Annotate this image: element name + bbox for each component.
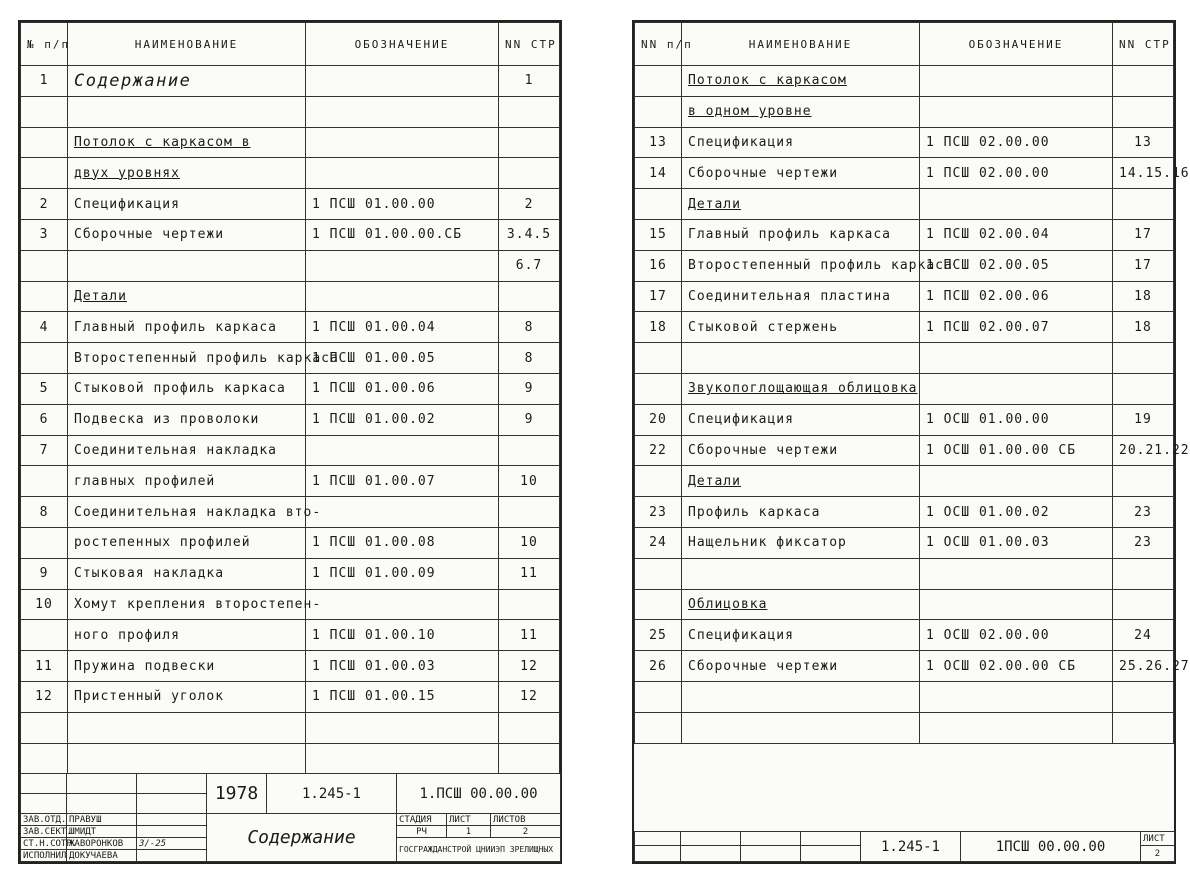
row-name: в одном уровне — [682, 96, 920, 127]
row-page: 9 — [499, 404, 560, 435]
row-designation — [920, 373, 1113, 404]
row-name: Спецификация — [68, 189, 306, 220]
table-row — [21, 589, 560, 620]
stamp-person: ДОКУЧАЕВА — [67, 850, 137, 862]
left-table-body — [21, 66, 560, 774]
row-designation — [306, 281, 499, 312]
row-page — [499, 743, 560, 774]
row-designation — [920, 589, 1113, 620]
table-row — [21, 466, 560, 497]
row-name: главных профилей — [68, 466, 306, 497]
row-number: 10 — [21, 589, 68, 620]
row-number — [635, 712, 682, 743]
row-number — [635, 589, 682, 620]
row-designation — [306, 96, 499, 127]
header-designation: ОБОЗНАЧЕНИЕ — [306, 23, 499, 66]
table-row — [635, 66, 1174, 97]
row-name: Сборочные чертежи — [68, 219, 306, 250]
stamp-institute: ГОСГРАЖДАНСТРОЙ ЦНИИЭП ЗРЕЛИЩНЫХ — [397, 838, 561, 862]
row-page: 11 — [499, 620, 560, 651]
row-page — [1113, 558, 1174, 589]
left-title-block — [20, 773, 560, 862]
row-number: 15 — [635, 219, 682, 250]
row-page: 9 — [499, 373, 560, 404]
row-designation — [306, 66, 499, 97]
table-row — [21, 712, 560, 743]
row-number — [21, 250, 68, 281]
stamp-code: 1ПСШ 00.00.00 — [961, 832, 1141, 862]
row-page: 20.21.22 — [1113, 435, 1174, 466]
row-number: 3 — [21, 219, 68, 250]
row-number — [635, 96, 682, 127]
row-number: 13 — [635, 127, 682, 158]
right-stamp — [634, 831, 1175, 862]
row-designation — [306, 712, 499, 743]
header-num: № п/п — [21, 23, 68, 66]
row-page — [1113, 466, 1174, 497]
row-designation — [306, 250, 499, 281]
row-name: Главный профиль каркаса — [68, 312, 306, 343]
row-name — [682, 681, 920, 712]
row-designation: 1 ПСШ 02.00.00 — [920, 158, 1113, 189]
row-name: Сборочные чертежи — [682, 158, 920, 189]
row-name: Нащельник фиксатор — [682, 527, 920, 558]
stamp-year: 1978 — [207, 774, 267, 814]
table-row — [21, 373, 560, 404]
right-title-block — [634, 831, 1174, 862]
row-page — [1113, 66, 1174, 97]
stamp-person: ПРАВУШ — [67, 814, 137, 826]
stamp-sheet-label: ЛИСТ — [447, 814, 491, 826]
row-designation: 1 ПСШ 02.00.06 — [920, 281, 1113, 312]
row-name: Потолок с каркасом — [682, 66, 920, 97]
row-name: ного профиля — [68, 620, 306, 651]
row-name: Сборочные чертежи — [682, 651, 920, 682]
stamp-stage: РЧ — [397, 826, 447, 838]
left-stamp — [20, 773, 561, 862]
row-page: 18 — [1113, 312, 1174, 343]
row-page: 11 — [499, 558, 560, 589]
table-row — [635, 435, 1174, 466]
row-number: 4 — [21, 312, 68, 343]
table-row — [635, 558, 1174, 589]
row-designation: 1 ПСШ 02.00.05 — [920, 250, 1113, 281]
row-designation: 1 ОСШ 01.00.00 СБ — [920, 435, 1113, 466]
row-designation: 1 ПСШ 01.00.10 — [306, 620, 499, 651]
table-row — [635, 312, 1174, 343]
row-designation: 1 ПСШ 01.00.04 — [306, 312, 499, 343]
row-designation: 1 ПСШ 01.00.09 — [306, 558, 499, 589]
table-row — [635, 651, 1174, 682]
row-number — [635, 558, 682, 589]
row-number — [21, 281, 68, 312]
row-number — [21, 527, 68, 558]
row-name: Хомут крепления второстепен- — [68, 589, 306, 620]
row-page: 10 — [499, 527, 560, 558]
row-page: 23 — [1113, 527, 1174, 558]
stamp-code: 1.ПСШ 00.00.00 — [397, 774, 561, 814]
row-name: Стыковой стержень — [682, 312, 920, 343]
stamp-sheet: 1 — [447, 826, 491, 838]
row-name: Содержание — [68, 66, 306, 97]
row-page — [1113, 681, 1174, 712]
row-number: 18 — [635, 312, 682, 343]
table-row — [635, 712, 1174, 743]
row-number — [21, 343, 68, 374]
row-page: 17 — [1113, 250, 1174, 281]
row-designation: 1 ПСШ 01.00.00 — [306, 189, 499, 220]
row-page — [1113, 189, 1174, 220]
row-number: 20 — [635, 404, 682, 435]
row-name: Соединительная накладка — [68, 435, 306, 466]
row-page: 25.26.27 — [1113, 651, 1174, 682]
row-designation: 1 ПСШ 01.00.00.СБ — [306, 219, 499, 250]
row-name: Соединительная пластина — [682, 281, 920, 312]
row-designation: 1 ПСШ 02.00.07 — [920, 312, 1113, 343]
row-designation: 1 ОСШ 01.00.00 — [920, 404, 1113, 435]
row-designation: 1 ПСШ 01.00.03 — [306, 651, 499, 682]
stamp-sheet-name: Содержание — [207, 814, 397, 862]
table-row — [21, 96, 560, 127]
header-page: NN СТР — [499, 23, 560, 66]
table-row — [21, 558, 560, 589]
row-number: 17 — [635, 281, 682, 312]
table-row — [635, 189, 1174, 220]
row-number: 9 — [21, 558, 68, 589]
row-designation: 1 ПСШ 01.00.15 — [306, 681, 499, 712]
row-designation: 1 ПСШ 01.00.02 — [306, 404, 499, 435]
row-name: Спецификация — [682, 127, 920, 158]
row-name: Пристенный уголок — [68, 681, 306, 712]
row-designation: 1 ОСШ 01.00.02 — [920, 497, 1113, 528]
row-page — [499, 127, 560, 158]
row-page — [499, 589, 560, 620]
row-name: Детали — [682, 466, 920, 497]
stamp-series: 1.245-1 — [267, 774, 397, 814]
row-page: 13 — [1113, 127, 1174, 158]
row-page — [499, 158, 560, 189]
table-row — [21, 66, 560, 97]
row-page — [1113, 96, 1174, 127]
row-designation — [306, 589, 499, 620]
row-page — [1113, 343, 1174, 374]
row-designation — [306, 127, 499, 158]
row-name — [682, 343, 920, 374]
row-designation: 1 ПСШ 01.00.07 — [306, 466, 499, 497]
row-designation — [920, 681, 1113, 712]
right-header-row — [635, 23, 1174, 66]
stamp-role: СТ.Н.СОТР. — [21, 838, 67, 850]
row-page: 24 — [1113, 620, 1174, 651]
table-row — [635, 404, 1174, 435]
row-name: ростепенных профилей — [68, 527, 306, 558]
row-number: 12 — [21, 681, 68, 712]
stamp-role: ЗАВ.СЕКТ. — [21, 826, 67, 838]
table-row — [635, 527, 1174, 558]
row-page: 18 — [1113, 281, 1174, 312]
row-page: 8 — [499, 312, 560, 343]
row-number — [635, 66, 682, 97]
row-name: Профиль каркаса — [682, 497, 920, 528]
stamp-sheets: 2 — [491, 826, 561, 838]
row-name: Сборочные чертежи — [682, 435, 920, 466]
row-number — [21, 158, 68, 189]
table-row — [21, 281, 560, 312]
stamp-stage-label: СТАДИЯ — [397, 814, 447, 826]
row-name: Спецификация — [682, 620, 920, 651]
row-designation: 1 ПСШ 01.00.05 — [306, 343, 499, 374]
table-row — [21, 743, 560, 774]
row-number — [21, 743, 68, 774]
table-row — [21, 651, 560, 682]
left-sheet — [18, 20, 562, 864]
right-contents-table — [634, 22, 1190, 744]
row-number: 14 — [635, 158, 682, 189]
table-row — [21, 219, 560, 250]
row-name: Потолок с каркасом в — [68, 127, 306, 158]
row-number: 6 — [21, 404, 68, 435]
table-row — [635, 281, 1174, 312]
row-name: Звукопоглощающая облицовка — [682, 373, 920, 404]
row-page: 19 — [1113, 404, 1174, 435]
table-row — [635, 219, 1174, 250]
row-number — [21, 712, 68, 743]
stamp-series: 1.245-1 — [861, 832, 961, 862]
table-row — [635, 466, 1174, 497]
stamp-sheets-label: ЛИСТОВ — [491, 814, 561, 826]
stamp-sheet: 2 — [1141, 846, 1175, 862]
row-page: 12 — [499, 681, 560, 712]
row-name: Детали — [68, 281, 306, 312]
row-name: Стыковой профиль каркаса — [68, 373, 306, 404]
row-page: 8 — [499, 343, 560, 374]
table-row — [21, 250, 560, 281]
row-page — [499, 96, 560, 127]
row-name — [68, 96, 306, 127]
table-row — [21, 312, 560, 343]
row-number — [635, 466, 682, 497]
table-row — [21, 497, 560, 528]
row-page — [1113, 589, 1174, 620]
row-number — [635, 343, 682, 374]
row-name: Спецификация — [682, 404, 920, 435]
row-number — [635, 189, 682, 220]
table-row — [21, 189, 560, 220]
row-page: 17 — [1113, 219, 1174, 250]
table-row — [21, 404, 560, 435]
row-designation — [306, 158, 499, 189]
row-page: 1 — [499, 66, 560, 97]
stamp-role: ИСПОЛНИЛ — [21, 850, 67, 862]
row-name: Облицовка — [682, 589, 920, 620]
stamp-sheet-label: ЛИСТ — [1141, 832, 1175, 846]
row-page: 23 — [1113, 497, 1174, 528]
row-number: 7 — [21, 435, 68, 466]
table-row — [635, 373, 1174, 404]
row-designation — [306, 497, 499, 528]
row-page: 10 — [499, 466, 560, 497]
row-name: Второстепенный профиль каркаса — [682, 250, 920, 281]
row-number — [21, 620, 68, 651]
row-designation — [920, 466, 1113, 497]
header-page: NN СТР — [1113, 23, 1174, 66]
row-number: 5 — [21, 373, 68, 404]
row-name: двух уровнях — [68, 158, 306, 189]
stamp-person: ШМИДТ — [67, 826, 137, 838]
row-designation — [920, 558, 1113, 589]
right-sheet — [632, 20, 1190, 864]
row-number: 22 — [635, 435, 682, 466]
row-page: 14.15.16 — [1113, 158, 1174, 189]
table-row — [21, 527, 560, 558]
row-designation: 1 ОСШ 02.00.00 — [920, 620, 1113, 651]
table-row — [635, 158, 1174, 189]
row-designation — [306, 743, 499, 774]
row-number: 16 — [635, 250, 682, 281]
row-name — [68, 712, 306, 743]
table-row — [21, 343, 560, 374]
table-row — [635, 343, 1174, 374]
row-page: 12 — [499, 651, 560, 682]
row-number: 11 — [21, 651, 68, 682]
table-row — [635, 96, 1174, 127]
row-number: 25 — [635, 620, 682, 651]
row-number: 23 — [635, 497, 682, 528]
row-number: 2 — [21, 189, 68, 220]
table-row — [21, 681, 560, 712]
row-page: 2 — [499, 189, 560, 220]
row-name: Стыковая накладка — [68, 558, 306, 589]
header-designation: ОБОЗНАЧЕНИЕ — [920, 23, 1113, 66]
row-name — [682, 558, 920, 589]
left-contents-table — [20, 22, 560, 774]
row-page — [499, 435, 560, 466]
header-name: НАИМЕНОВАНИЕ — [68, 23, 306, 66]
row-designation — [920, 96, 1113, 127]
row-designation — [920, 343, 1113, 374]
table-row — [21, 158, 560, 189]
header-num: NN п/п — [635, 23, 682, 66]
row-designation: 1 ПСШ 01.00.06 — [306, 373, 499, 404]
row-designation — [920, 189, 1113, 220]
row-name: Детали — [682, 189, 920, 220]
row-number — [21, 466, 68, 497]
table-row — [635, 127, 1174, 158]
row-designation: 1 ПСШ 02.00.04 — [920, 219, 1113, 250]
stamp-signature: 3/-25 — [137, 838, 207, 850]
row-name: Пружина подвески — [68, 651, 306, 682]
table-row — [635, 681, 1174, 712]
row-name: Второстепенный профиль каркаса — [68, 343, 306, 374]
row-designation: 1 ПСШ 01.00.08 — [306, 527, 499, 558]
row-name: Главный профиль каркаса — [682, 219, 920, 250]
row-number — [21, 96, 68, 127]
row-name — [68, 743, 306, 774]
row-designation: 1 ПСШ 02.00.00 — [920, 127, 1113, 158]
row-number — [21, 127, 68, 158]
table-row — [21, 127, 560, 158]
left-header-row — [21, 23, 560, 66]
row-number: 8 — [21, 497, 68, 528]
stamp-person: ЖАВОРОНКОВ — [67, 838, 137, 850]
row-page — [499, 497, 560, 528]
row-designation — [306, 435, 499, 466]
row-number — [635, 373, 682, 404]
stamp-role: ЗАВ.ОТД. — [21, 814, 67, 826]
header-name: НАИМЕНОВАНИЕ — [682, 23, 920, 66]
table-row — [21, 620, 560, 651]
row-name — [68, 250, 306, 281]
row-designation: 1 ОСШ 02.00.00 СБ — [920, 651, 1113, 682]
row-designation — [920, 66, 1113, 97]
row-number: 24 — [635, 527, 682, 558]
row-number: 1 — [21, 66, 68, 97]
table-row — [635, 497, 1174, 528]
table-row — [635, 589, 1174, 620]
table-row — [635, 620, 1174, 651]
row-page — [499, 712, 560, 743]
row-page — [499, 281, 560, 312]
table-row — [21, 435, 560, 466]
right-table-body — [635, 66, 1190, 744]
row-name: Соединительная накладка вто- — [68, 497, 306, 528]
row-name — [682, 712, 920, 743]
row-name: Подвеска из проволоки — [68, 404, 306, 435]
row-page: 6.7 — [499, 250, 560, 281]
row-designation: 1 ОСШ 01.00.03 — [920, 527, 1113, 558]
row-number: 26 — [635, 651, 682, 682]
row-page — [1113, 712, 1174, 743]
row-number — [635, 681, 682, 712]
table-row — [635, 250, 1174, 281]
row-page: 3.4.5 — [499, 219, 560, 250]
row-page — [1113, 373, 1174, 404]
row-designation — [920, 712, 1113, 743]
